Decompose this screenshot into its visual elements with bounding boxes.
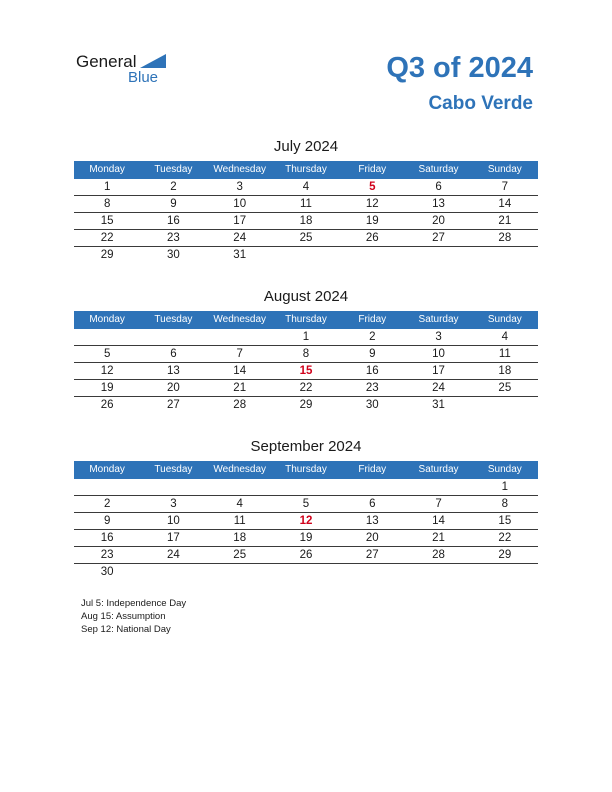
empty-day-cell [74,479,140,495]
day-cell: 14 [233,365,247,377]
day-cell: 29 [498,549,512,561]
day-cell: 5 [103,348,111,360]
empty-day-cell [339,247,405,263]
weekday-label: Saturday [418,314,459,325]
weekday-label: Tuesday [154,464,193,475]
day-cell: 13 [167,365,180,377]
weekday-label: Thursday [285,314,327,325]
day-cell: 6 [435,181,442,193]
day-cell: 29 [299,399,313,411]
empty-day-cell [74,329,140,345]
day-cell: 5 [302,498,310,510]
weekday-label: Tuesday [154,164,193,175]
day-cell: 20 [365,532,379,544]
day-cell: 10 [233,198,247,210]
weekday-label: Wednesday [213,464,267,475]
empty-day-cell [273,479,339,495]
day-cell: 11 [233,515,246,527]
weekday-label: Sunday [487,164,522,175]
day-cell: 1 [103,181,111,193]
empty-day-cell [405,479,471,495]
day-cell: 27 [432,232,445,244]
day-cell: 8 [501,498,509,510]
day-cell: 20 [432,215,445,227]
weekday-label: Monday [89,164,125,175]
day-cell: 19 [299,532,313,544]
day-cell: 8 [103,198,111,210]
weekday-label: Thursday [285,164,327,175]
empty-day-cell [140,329,206,345]
holiday-day-cell: 5 [369,181,376,193]
day-cell: 28 [432,549,445,561]
day-cell: 9 [369,348,376,360]
week-row [74,513,538,530]
day-cell: 18 [233,532,247,544]
day-cell: 15 [498,515,512,527]
day-cell: 11 [498,348,511,360]
empty-day-cell [140,479,206,495]
day-cell: 9 [170,198,177,210]
holiday-note: Sep 12: National Day [81,624,171,635]
week-row [74,363,538,380]
day-cell: 23 [100,549,114,561]
weekday-header [74,161,538,179]
week-row [74,496,538,513]
week-row [74,564,538,580]
page-title: Q3 of 2024 [386,52,533,84]
day-cell: 17 [167,532,180,544]
week-row [74,530,538,547]
week-row [74,247,538,263]
day-cell: 25 [498,382,512,394]
week-row [74,397,538,413]
day-cell: 24 [432,382,445,394]
day-cell: 10 [167,515,180,527]
day-cell: 2 [369,331,376,343]
empty-day-cell [405,564,471,580]
month-calendar-august [74,287,538,413]
day-cell: 7 [435,498,442,510]
day-cell: 3 [170,498,177,510]
week-row [74,479,538,496]
logo-text-general: General [76,52,137,71]
weekday-label: Monday [89,464,125,475]
day-cell: 16 [167,215,180,227]
day-cell: 22 [100,232,114,244]
week-row [74,346,538,363]
day-cell: 4 [236,498,243,510]
day-cell: 4 [302,181,310,193]
day-cell: 14 [498,198,512,210]
day-cell: 21 [432,532,445,544]
day-cell: 4 [501,331,509,343]
empty-day-cell [472,247,538,263]
week-row [74,329,538,346]
day-cell: 16 [365,365,379,377]
general-blue-logo [76,52,176,88]
day-cell: 2 [103,498,111,510]
day-cell: 25 [233,549,247,561]
day-cell: 28 [498,232,512,244]
day-cell: 6 [170,348,177,360]
day-cell: 10 [432,348,445,360]
week-row [74,380,538,397]
day-cell: 13 [432,198,445,210]
empty-day-cell [472,564,538,580]
day-cell: 7 [501,181,509,193]
day-cell: 2 [170,181,177,193]
week-row [74,230,538,247]
logo-triangle-icon [140,54,166,68]
day-cell: 14 [432,515,445,527]
day-cell: 1 [501,481,509,493]
weekday-label: Tuesday [154,314,193,325]
day-cell: 3 [236,181,243,193]
day-cell: 30 [167,249,180,261]
empty-day-cell [207,479,273,495]
day-cell: 26 [299,549,313,561]
day-cell: 18 [299,215,313,227]
empty-day-cell [339,564,405,580]
day-cell: 13 [365,515,379,527]
day-cell: 28 [233,399,247,411]
weekday-label: Friday [358,464,387,475]
country-subtitle: Cabo Verde [428,93,533,114]
day-cell: 26 [100,399,114,411]
day-cell: 17 [432,365,445,377]
weekday-label: Wednesday [213,314,267,325]
day-cell: 31 [432,399,445,411]
day-cell: 21 [233,382,247,394]
month-calendar-september [74,437,538,580]
month-title: July 2024 [273,138,339,155]
weekday-label: Sunday [487,464,522,475]
logo-text-blue: Blue [128,69,159,86]
day-cell: 31 [233,249,247,261]
day-cell: 16 [100,532,114,544]
day-cell: 19 [365,215,379,227]
day-cell: 23 [167,232,180,244]
day-cell: 11 [300,198,312,210]
weekday-label: Friday [358,314,387,325]
day-cell: 15 [100,215,114,227]
empty-day-cell [472,397,538,413]
weekday-label: Friday [358,164,387,175]
week-row [74,547,538,564]
day-cell: 12 [100,365,114,377]
day-cell: 9 [103,515,111,527]
day-cell: 21 [498,215,512,227]
weekday-label: Wednesday [213,164,267,175]
day-cell: 1 [302,331,310,343]
holiday-note: Aug 15: Assumption [81,611,166,622]
day-cell: 27 [365,549,379,561]
weekday-header [74,311,538,329]
day-cell: 20 [167,382,180,394]
holiday-notes [81,597,186,636]
weekday-header [74,461,538,479]
empty-day-cell [207,329,273,345]
weekday-label: Sunday [487,314,522,325]
weekday-label: Monday [89,314,125,325]
week-row [74,179,538,196]
day-cell: 26 [365,232,379,244]
empty-day-cell [273,564,339,580]
day-cell: 22 [299,382,313,394]
week-row [74,213,538,230]
day-cell: 24 [233,232,247,244]
day-cell: 18 [498,365,512,377]
empty-day-cell [405,247,471,263]
day-cell: 12 [365,198,379,210]
day-cell: 29 [100,249,114,261]
day-cell: 24 [167,549,180,561]
day-cell: 8 [302,348,310,360]
holiday-note: Jul 5: Independence Day [81,598,187,609]
day-cell: 3 [435,331,442,343]
month-title: August 2024 [263,288,349,305]
week-row [74,196,538,213]
day-cell: 30 [365,399,379,411]
day-cell: 23 [365,382,379,394]
day-cell: 7 [236,348,243,360]
day-cell: 17 [233,215,247,227]
holiday-day-cell: 15 [299,365,313,377]
day-cell: 22 [498,532,512,544]
empty-day-cell [140,564,206,580]
holiday-day-cell: 12 [299,515,313,527]
empty-day-cell [273,247,339,263]
day-cell: 27 [167,399,180,411]
month-title: September 2024 [250,438,362,455]
weekday-label: Thursday [285,464,327,475]
day-cell: 19 [100,382,114,394]
empty-day-cell [207,564,273,580]
empty-day-cell [339,479,405,495]
weekday-label: Saturday [418,464,459,475]
month-calendar-july [74,137,538,263]
day-cell: 6 [369,498,376,510]
day-cell: 25 [299,232,313,244]
weekday-label: Saturday [418,164,459,175]
day-cell: 30 [100,566,114,578]
